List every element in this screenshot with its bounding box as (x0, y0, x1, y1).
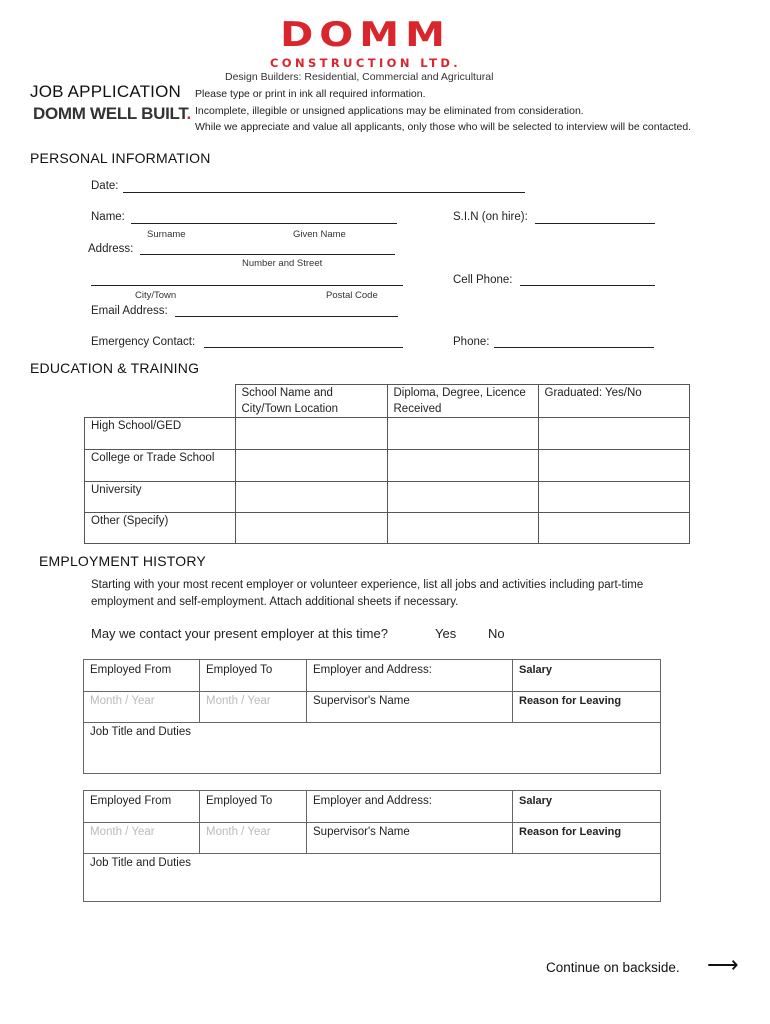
edu-row-university: University (85, 482, 236, 513)
continue-backside-text: Continue on backside. (546, 960, 680, 975)
edu-row-college: College or Trade School (85, 450, 236, 482)
employed-to-field[interactable]: Month / Year (200, 822, 307, 853)
city-postal-field[interactable] (91, 285, 403, 286)
employment-block-1 (83, 659, 661, 774)
job-duties-label: Job Title and Duties (90, 857, 192, 869)
surname-caption: Surname (147, 229, 186, 240)
emergency-contact-label: Emergency Contact: (91, 336, 196, 348)
reason-leaving-label: Reason for Leaving (519, 695, 622, 707)
edu-header-graduated: Graduated: Yes/No (538, 385, 689, 418)
employed-from-label: Employed From (84, 660, 200, 691)
edu-header-school: School Name and City/Town Location (235, 385, 387, 418)
address-field[interactable] (140, 254, 395, 255)
phone-label: Phone: (453, 336, 490, 348)
intro-line-2: Incomplete, illegible or unsigned applications may be eliminated from consideration. (195, 105, 584, 117)
employment-instructions: Starting with your most recent employer or volunteer experience, list all jobs and activities including part-time employment and self-employment. Attach additional sheets if necessary. (91, 579, 644, 608)
contact-no-option[interactable]: No (488, 626, 505, 641)
edu-cell[interactable] (387, 482, 538, 513)
logo-main-text: DOMM (280, 15, 451, 55)
emergency-contact-field[interactable] (204, 347, 403, 348)
edu-cell[interactable] (538, 513, 689, 544)
edu-cell[interactable] (235, 482, 387, 513)
postal-code-caption: Postal Code (326, 290, 378, 301)
company-tagline: Design Builders: Residential, Commercial and Agricultural (225, 71, 494, 83)
employment-heading: EMPLOYMENT HISTORY (39, 553, 206, 569)
edu-cell[interactable] (387, 418, 538, 450)
date-field[interactable] (123, 192, 525, 193)
given-name-caption: Given Name (293, 229, 346, 240)
sin-field[interactable] (535, 223, 655, 224)
intro-line-1: Please type or print in ink all required information. (195, 88, 426, 100)
employer-address-label: Employer and Address: (307, 660, 513, 691)
salary-label: Salary (519, 664, 553, 676)
number-street-caption: Number and Street (242, 258, 323, 269)
employer-address-label: Employer and Address: (307, 791, 513, 822)
edu-cell[interactable] (387, 513, 538, 544)
city-town-caption: City/Town (135, 290, 177, 301)
edu-cell[interactable] (538, 450, 689, 482)
edu-row-high-school: High School/GED (85, 418, 236, 450)
edu-cell[interactable] (235, 450, 387, 482)
company-logo (258, 15, 473, 70)
employment-block-2 (83, 790, 661, 902)
edu-cell[interactable] (538, 482, 689, 513)
job-application-title: JOB APPLICATION (30, 82, 182, 101)
edu-cell[interactable] (235, 513, 387, 544)
well-built-dot: . (186, 104, 191, 123)
edu-row-other: Other (Specify) (85, 513, 236, 544)
education-heading: EDUCATION & TRAINING (30, 360, 200, 376)
date-label: Date: (91, 180, 119, 192)
cell-phone-label: Cell Phone: (453, 274, 513, 286)
edu-header-blank (85, 385, 236, 418)
employed-from-label: Employed From (84, 791, 200, 822)
arrow-right-icon: ⟶ (707, 952, 739, 977)
edu-header-diploma: Diploma, Degree, Licence Received (387, 385, 538, 418)
email-field[interactable] (175, 316, 398, 317)
employed-to-label: Employed To (200, 791, 307, 822)
edu-cell[interactable] (235, 418, 387, 450)
employed-from-field[interactable]: Month / Year (84, 822, 200, 853)
reason-leaving-label: Reason for Leaving (519, 826, 622, 838)
phone-field[interactable] (494, 347, 654, 348)
sin-label: S.I.N (on hire): (453, 211, 528, 223)
name-field[interactable] (131, 223, 397, 224)
logo-sub-text: CONSTRUCTION LTD. (269, 56, 462, 70)
contact-question: May we contact your present employer at this time? (91, 626, 388, 641)
employed-to-label: Employed To (200, 660, 307, 691)
employed-to-field[interactable]: Month / Year (200, 691, 307, 722)
well-built-slogan (33, 104, 191, 124)
email-label: Email Address: (91, 305, 168, 317)
supervisor-label: Supervisor's Name (307, 822, 513, 853)
name-label: Name: (91, 211, 125, 223)
well-built-text: DOMM WELL BUILT (33, 104, 187, 123)
edu-cell[interactable] (387, 450, 538, 482)
address-label: Address: (88, 243, 134, 255)
cell-phone-field[interactable] (520, 285, 655, 286)
education-table (84, 384, 690, 544)
job-duties-label: Job Title and Duties (90, 726, 192, 738)
salary-label: Salary (519, 795, 553, 807)
edu-cell[interactable] (538, 418, 689, 450)
contact-yes-option[interactable]: Yes (435, 626, 457, 641)
supervisor-label: Supervisor's Name (307, 691, 513, 722)
intro-line-3: While we appreciate and value all applicants, only those who will be selected to interview will be contacted. (195, 121, 692, 133)
employed-from-field[interactable]: Month / Year (84, 691, 200, 722)
personal-info-heading: PERSONAL INFORMATION (30, 150, 211, 166)
